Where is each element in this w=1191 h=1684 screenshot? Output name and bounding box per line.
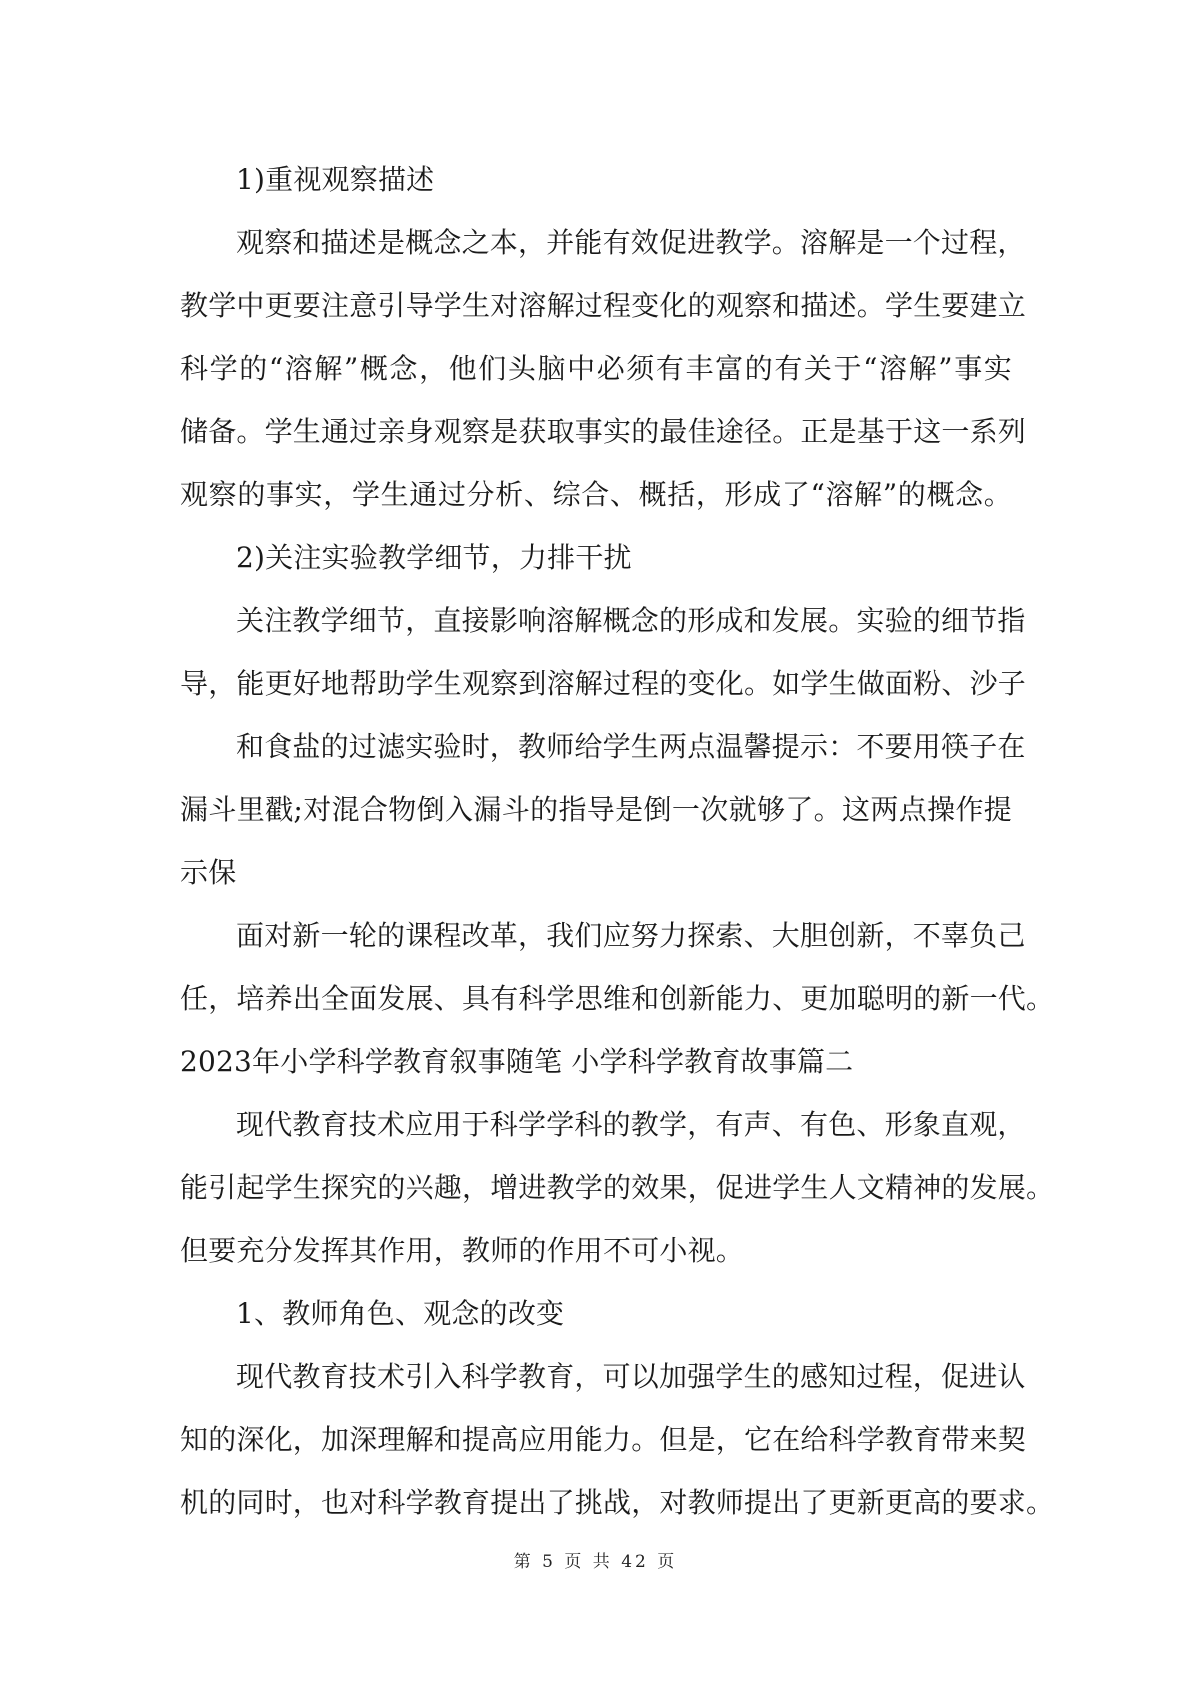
text-line: 关注教学细节，直接影响溶解概念的形成和发展。实验的细节指	[236, 604, 1026, 637]
text-line: 任，培养出全面发展、具有科学思维和创新能力、更加聪明的新一代。	[180, 982, 1055, 1015]
text-line: 面对新一轮的课程改革，我们应努力探索、大胆创新，不辜负己	[236, 919, 1026, 952]
text-line: 机的同时，也对科学教育提出了挑战，对教师提出了更新更高的要求。	[180, 1486, 1055, 1519]
document-body	[180, 148, 1055, 1534]
text-line: 教学中更要注意引导学生对溶解过程变化的观察和描述。学生要建立	[180, 289, 1027, 322]
text-line: 示保	[180, 856, 237, 889]
text-line: 储备。学生通过亲身观察是获取事实的最佳途径。正是基于这一系列	[180, 415, 1027, 448]
page-footer: 第 5 页 共 42 页	[513, 1552, 678, 1572]
text-line: 观察的事实，学生通过分析、综合、概括，形成了“溶解”的概念。	[180, 478, 1012, 511]
text-line: 导，能更好地帮助学生观察到溶解过程的变化。如学生做面粉、沙子	[180, 667, 1027, 700]
text-line: 和食盐的过滤实验时，教师给学生两点温馨提示：不要用筷子在	[236, 730, 1026, 763]
text-line: 1、教师角色、观念的改变	[236, 1297, 565, 1330]
text-line: 观察和描述是概念之本，并能有效促进教学。溶解是一个过程，	[236, 226, 1026, 259]
text-line: 知的深化，加深理解和提高应用能力。但是，它在给科学教育带来契	[180, 1423, 1027, 1456]
text-line: 1)重视观察描述	[236, 163, 435, 196]
text-line: 现代教育技术应用于科学学科的教学，有声、有色、形象直观，	[236, 1108, 1026, 1141]
text-line: 科学的“溶解”概念，他们头脑中必须有丰富的有关于“溶解”事实	[180, 352, 1012, 385]
text-line: 2023年小学科学教育叙事随笔 小学科学教育故事篇二	[180, 1045, 854, 1078]
text-line: 现代教育技术引入科学教育，可以加强学生的感知过程，促进认	[236, 1360, 1026, 1393]
text-line: 漏斗里戳;对混合物倒入漏斗的指导是倒一次就够了。这两点操作提	[180, 793, 1012, 826]
text-line: 但要充分发挥其作用，教师的作用不可小视。	[180, 1234, 745, 1267]
text-line: 能引起学生探究的兴趣，增进教学的效果，促进学生人文精神的发展。	[180, 1171, 1055, 1204]
text-line: 2)关注实验教学细节，力排干扰	[236, 541, 632, 574]
